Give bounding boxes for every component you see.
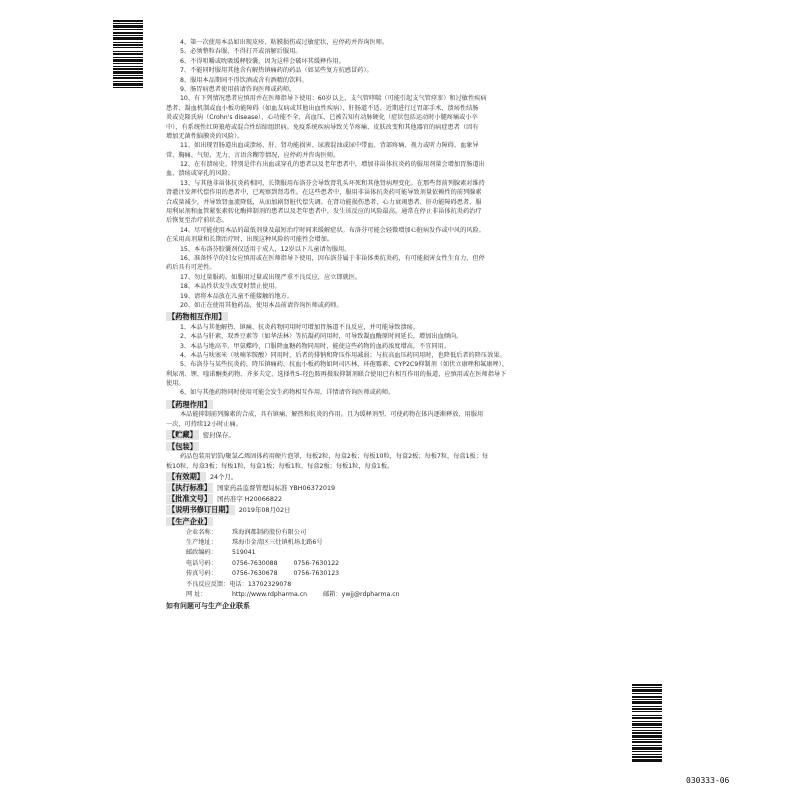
interactions-section xyxy=(166,323,648,398)
barcode-bar xyxy=(632,747,662,750)
precaution-line: 16、准备怀孕的妇女应慎用或在医师指导下使用，因布洛芬属于非甾体类抗炎药，有可能损害女性生育力，但停 xyxy=(180,254,485,262)
company-name-row xyxy=(186,528,648,538)
interactions-heading: 【药物相互作用】 xyxy=(168,312,226,322)
fax-label: 传真号码： xyxy=(186,570,217,578)
barcode-bar xyxy=(632,745,662,746)
revision-row xyxy=(166,505,648,515)
standard-value: 国家药品监督管理局标准 YBH06372019 xyxy=(217,484,336,493)
barcode-bar xyxy=(113,81,143,82)
barcode-bar xyxy=(632,741,662,743)
barcode-bar xyxy=(113,42,143,43)
barcode-top xyxy=(113,20,143,94)
insert-content xyxy=(166,38,648,612)
approval-row xyxy=(166,494,648,504)
barcode-bar xyxy=(632,706,662,707)
barcode-bar xyxy=(113,53,143,55)
contact-note: 如有问题可与生产企业联系 xyxy=(166,602,250,611)
interaction-line: 3、本品与地高辛、甲氨蝶呤、口服降血糖药物同用时，能使这些药物的血药浓度增高，不宜同用。 xyxy=(180,342,450,350)
manufacturer-section xyxy=(166,528,648,601)
barcode-bar xyxy=(632,708,662,710)
approval-value: 国药准字 H20066822 xyxy=(217,495,283,504)
manufacturer-heading: 【生产企业】 xyxy=(168,517,212,527)
barcode-bar xyxy=(632,696,662,698)
phone-number-1: 0756-7630088 xyxy=(232,559,278,567)
barcode-bar xyxy=(113,71,143,74)
precaution-line: 中）、有系统性红斑狼疮或混合性结缔组织病。免疫系统疾病导致关节疼痛、皮肤改变和其他器官的病症患者（因有 xyxy=(166,123,479,131)
barcode-bar xyxy=(632,739,662,740)
barcode-bar xyxy=(113,57,143,58)
barcode-bar xyxy=(113,66,143,67)
company-name-label: 企业名称： xyxy=(186,528,217,536)
fax-number-2: 0756-7630123 xyxy=(293,570,340,578)
fax-row xyxy=(186,569,648,579)
precaution-line: 11、如出现胃肠道出血或溃疡、肝、肾功能损害、尿液混浊或尿中带血、背部疼痛、视力或听力障碍、血象异 xyxy=(180,142,479,150)
precaution-line: 增加无菌性脑膜炎的风险）。 xyxy=(166,132,244,140)
barcode-bar xyxy=(113,23,143,24)
website-label: 网 址： xyxy=(186,590,207,598)
email-label: 邮箱： xyxy=(323,590,342,598)
validity-label: 【有效期】 xyxy=(168,472,204,482)
interaction-line: 利尿剂、锂、喹诺酮类药物、齐多夫定、选择性5-羟色胺再摄取抑制剂联合使用已有相互作用的报道，应慎用或在医师指导下 xyxy=(166,370,507,378)
barcode-bar xyxy=(632,723,662,726)
approval-label: 【批准文号】 xyxy=(168,494,212,504)
zip-label: 邮政编码： xyxy=(186,549,217,557)
revision-value: 2019年08月02日 xyxy=(238,506,291,515)
barcode-bar xyxy=(632,721,662,722)
precaution-line: 8、服用本品期间不得饮酒或含有酒精的饮料。 xyxy=(180,76,308,84)
barcode-bar xyxy=(632,756,662,758)
barcode-bar xyxy=(632,751,662,752)
adverse-reaction-phone: 电话：13702329078 xyxy=(229,580,292,588)
barcode-bar xyxy=(113,29,143,30)
barcode-bar xyxy=(113,25,143,28)
barcode-bar xyxy=(632,701,662,704)
interaction-line: 6、如与其他药物同时使用可能会发生药物相互作用，详情请咨询医师或药师。 xyxy=(180,389,395,397)
precaution-line: 合成量减少，并导致肾血流降低，从而加剧肾脏代偿失调。在肾功能损伤患者、心力衰竭患者、肝功能障碍患者、服 xyxy=(166,198,482,206)
pharmacology-line: 本品能抑制前列腺素的合成，具有镇痛、解热和抗炎的作用。且为缓释剂型，可使药物在体内逐渐释放，用服用 xyxy=(180,411,484,419)
precautions-section xyxy=(166,38,648,310)
precaution-line: 血、溃疡或穿孔的风险。 xyxy=(166,170,235,178)
precaution-line: 后恢复至治疗前状态。 xyxy=(166,217,228,225)
storage-label: 【贮藏】 xyxy=(168,430,197,440)
barcode-bar xyxy=(632,711,662,712)
adverse-reaction-label: 不良反应反馈： xyxy=(186,580,230,588)
barcode-bar xyxy=(632,727,662,728)
revision-label: 【说明书修订日期】 xyxy=(168,505,233,515)
fax-number-1: 0756-7630678 xyxy=(232,570,278,578)
precaution-line: 肾灌注发挥代偿作用的患者中，已观察到肾毒性。在这些患者中，服用非甾体抗炎药可能导致剂量依赖性的前列腺素 xyxy=(166,189,482,197)
storage-value: 密封保存。 xyxy=(202,431,235,440)
validity-row xyxy=(166,472,648,482)
barcode-bar xyxy=(113,20,143,22)
package-section xyxy=(166,452,648,471)
phone-row xyxy=(186,559,648,569)
barcode-bottom xyxy=(632,684,662,768)
barcode-bar xyxy=(632,684,662,686)
barcode-bar xyxy=(113,68,143,70)
interaction-line: 4、本品与呋塞米（呋喃苯胺酸）同用时，后者的排钠和降压作用减弱；与抗高血压药同用时，也降低后者的降压效果。 xyxy=(180,351,506,359)
adverse-reaction-row xyxy=(186,580,648,590)
package-heading: 【包装】 xyxy=(168,442,197,452)
barcode-bar xyxy=(113,63,143,64)
precaution-line: 常、胸痛、气短、无力、言语含糊等情况，应停药并咨询医师。 xyxy=(166,151,340,159)
address: 珠海市金湾区三灶镇机场北路6号 xyxy=(232,539,323,547)
print-code: 030333-06 xyxy=(686,776,730,785)
zip-code: 519041 xyxy=(232,549,256,557)
precaution-line: 10、有下列情况患者应慎用并在医师指导下使用：60岁以上、支气管哮喘（可能引起支气管痉挛）和过敏性疾病 xyxy=(180,95,487,103)
barcode-bar xyxy=(632,687,662,688)
barcode-bar xyxy=(113,37,143,40)
company-name: 珠海润都制药股份有限公司 xyxy=(232,528,307,536)
precaution-line: 在采用高剂量和长期治疗时，出现这种风险的可能性会增加。 xyxy=(166,236,334,244)
pharmacology-section xyxy=(166,410,648,429)
address-label: 生产地址： xyxy=(186,539,217,547)
precaution-line: 4、第一次使用本品如出现皮疹、粘膜损伤或过敏症状，应停药并咨询医师。 xyxy=(180,39,389,46)
interaction-line: 5、布洛芬与某些抗炎药、降压镇痛药、抗血小板药物如阿司匹林、环孢霉素、CYP2C9抑制剂（如伏立康唑和氟康唑）、 xyxy=(180,361,508,369)
precaution-line: 14、尽可能使用本品的最低剂量及最短治疗时间来缓解症状。布洛芬可能会轻微增加心脏病发作或中风的风险。 xyxy=(180,226,485,234)
precaution-line: 18、本品性状发生改变时禁止使用。 xyxy=(180,283,281,291)
address-row xyxy=(186,538,648,548)
barcode-bar xyxy=(113,51,143,52)
precaution-line: 用利尿剂和血管紧张素转化酶抑制剂的患者以及老年患者中，发生该反应的风险最高。通常在停止非甾体抗炎药治疗 xyxy=(166,208,482,216)
barcode-bar xyxy=(632,730,662,731)
barcode-bar xyxy=(632,717,662,719)
precaution-line: 17、勿过量服药。如服用过量或出现严重不良反应，应立即就医。 xyxy=(180,273,362,281)
standard-row xyxy=(166,483,648,493)
precaution-line: 20、如正在使用其他药品，使用本品前请咨询医师或药师。 xyxy=(180,301,343,309)
barcode-bar xyxy=(113,87,143,88)
storage-row xyxy=(166,430,648,440)
barcode-bar xyxy=(632,689,662,692)
pharmacology-line: 一次，可持续12小时止痛。 xyxy=(166,420,242,428)
barcode-bar xyxy=(113,44,143,46)
barcode-bar xyxy=(113,77,143,79)
precaution-line: 9、肠胃病患者使用前请咨询医师或药师。 xyxy=(180,85,296,93)
precaution-line: 5、必须整粒吞服，不得打开或溶解后服用。 xyxy=(180,48,302,56)
barcode-bar xyxy=(632,693,662,694)
zip-row xyxy=(186,548,648,558)
package-line: 板10粒，每盒3板；每板1粒，每盒1板；每板1粒，每盒2板；每板1粒，每盒1板。 xyxy=(166,462,394,470)
barcode-bar xyxy=(632,715,662,716)
email: ywjj@rdpharma.cn xyxy=(341,590,400,598)
pharmacology-heading: 【药理作用】 xyxy=(168,399,212,409)
precaution-line: 19、请将本品放在儿童不能接触的地方。 xyxy=(180,292,294,300)
barcode-bar xyxy=(632,732,662,734)
interaction-line: 使用。 xyxy=(166,380,185,388)
precaution-line: 患者、凝血机制或血小板功能障碍（如血友病或其他出血性疾病）、肝肠道不适、近期进行过胃部手术、溃疡性结肠 xyxy=(166,104,479,112)
precaution-line: 13、与其他非甾体抗炎药相同，长期服用布洛芬会导致肾乳头坏死和其他肾病理变化。在那些肾前列腺素对维持 xyxy=(180,179,485,187)
web-row xyxy=(186,590,648,600)
barcode-bar xyxy=(113,35,143,36)
barcode-bar xyxy=(113,75,143,76)
interaction-line: 1、本品与其他解热、镇痛、抗炎药物同用时可增加胃肠道不良反应，并可能导致溃疡。 xyxy=(180,323,420,331)
precaution-line: 6、不得咀嚼或吮吸缓释胶囊，因为这样会破坏其缓释作用。 xyxy=(180,57,345,65)
precaution-line: 药后具有可逆性。 xyxy=(166,264,216,272)
barcode-bar xyxy=(632,699,662,700)
validity-value: 24个月。 xyxy=(209,473,238,482)
website: http://www.rdpharma.cn xyxy=(232,590,308,598)
barcode-bar xyxy=(113,83,143,86)
barcode-bar xyxy=(113,32,143,34)
package-line: 药品包装用铝箔/聚氯乙烯固体药用硬片泡罩，每板2粒，每盒2板；每板10粒，每盒2板；每板7粒，每盒1板；每 xyxy=(180,453,489,461)
barcode-bar xyxy=(632,759,662,762)
phone-label: 电话号码： xyxy=(186,559,217,567)
precaution-line: 15、本布洛芬胶囊剂仅适用于成人，12岁以下儿童请勿服用。 xyxy=(180,245,351,253)
precaution-line: 炎或克隆氏病（Crohn's disease）、心功能不全、高血压、已被告知有动脉硬化（症状包括运动时小腿疼痛或小卒 xyxy=(166,114,478,122)
phone-number-2: 0756-7630122 xyxy=(293,559,340,567)
barcode-bar xyxy=(113,47,143,48)
precaution-line: 7、不能同时服用其他含有解热镇痛药的药品（如某些复方抗感冒药）。 xyxy=(180,67,373,75)
barcode-bar xyxy=(632,754,662,755)
barcode-bar xyxy=(113,59,143,62)
precaution-line: 12、在有溃疡史、特别是伴有出血或穿孔的患者以及老年患者中，增加非甾体抗炎药的服用剂量会增加胃肠道出 xyxy=(180,161,485,169)
barcode-bar xyxy=(632,735,662,738)
standard-label: 【执行标准】 xyxy=(168,483,212,493)
interaction-line: 2、本品与肝素、双香豆素等（如华法林）等抗凝药同用时，可导致凝血酶原时间延长，增加出血倾向。 xyxy=(180,333,463,341)
